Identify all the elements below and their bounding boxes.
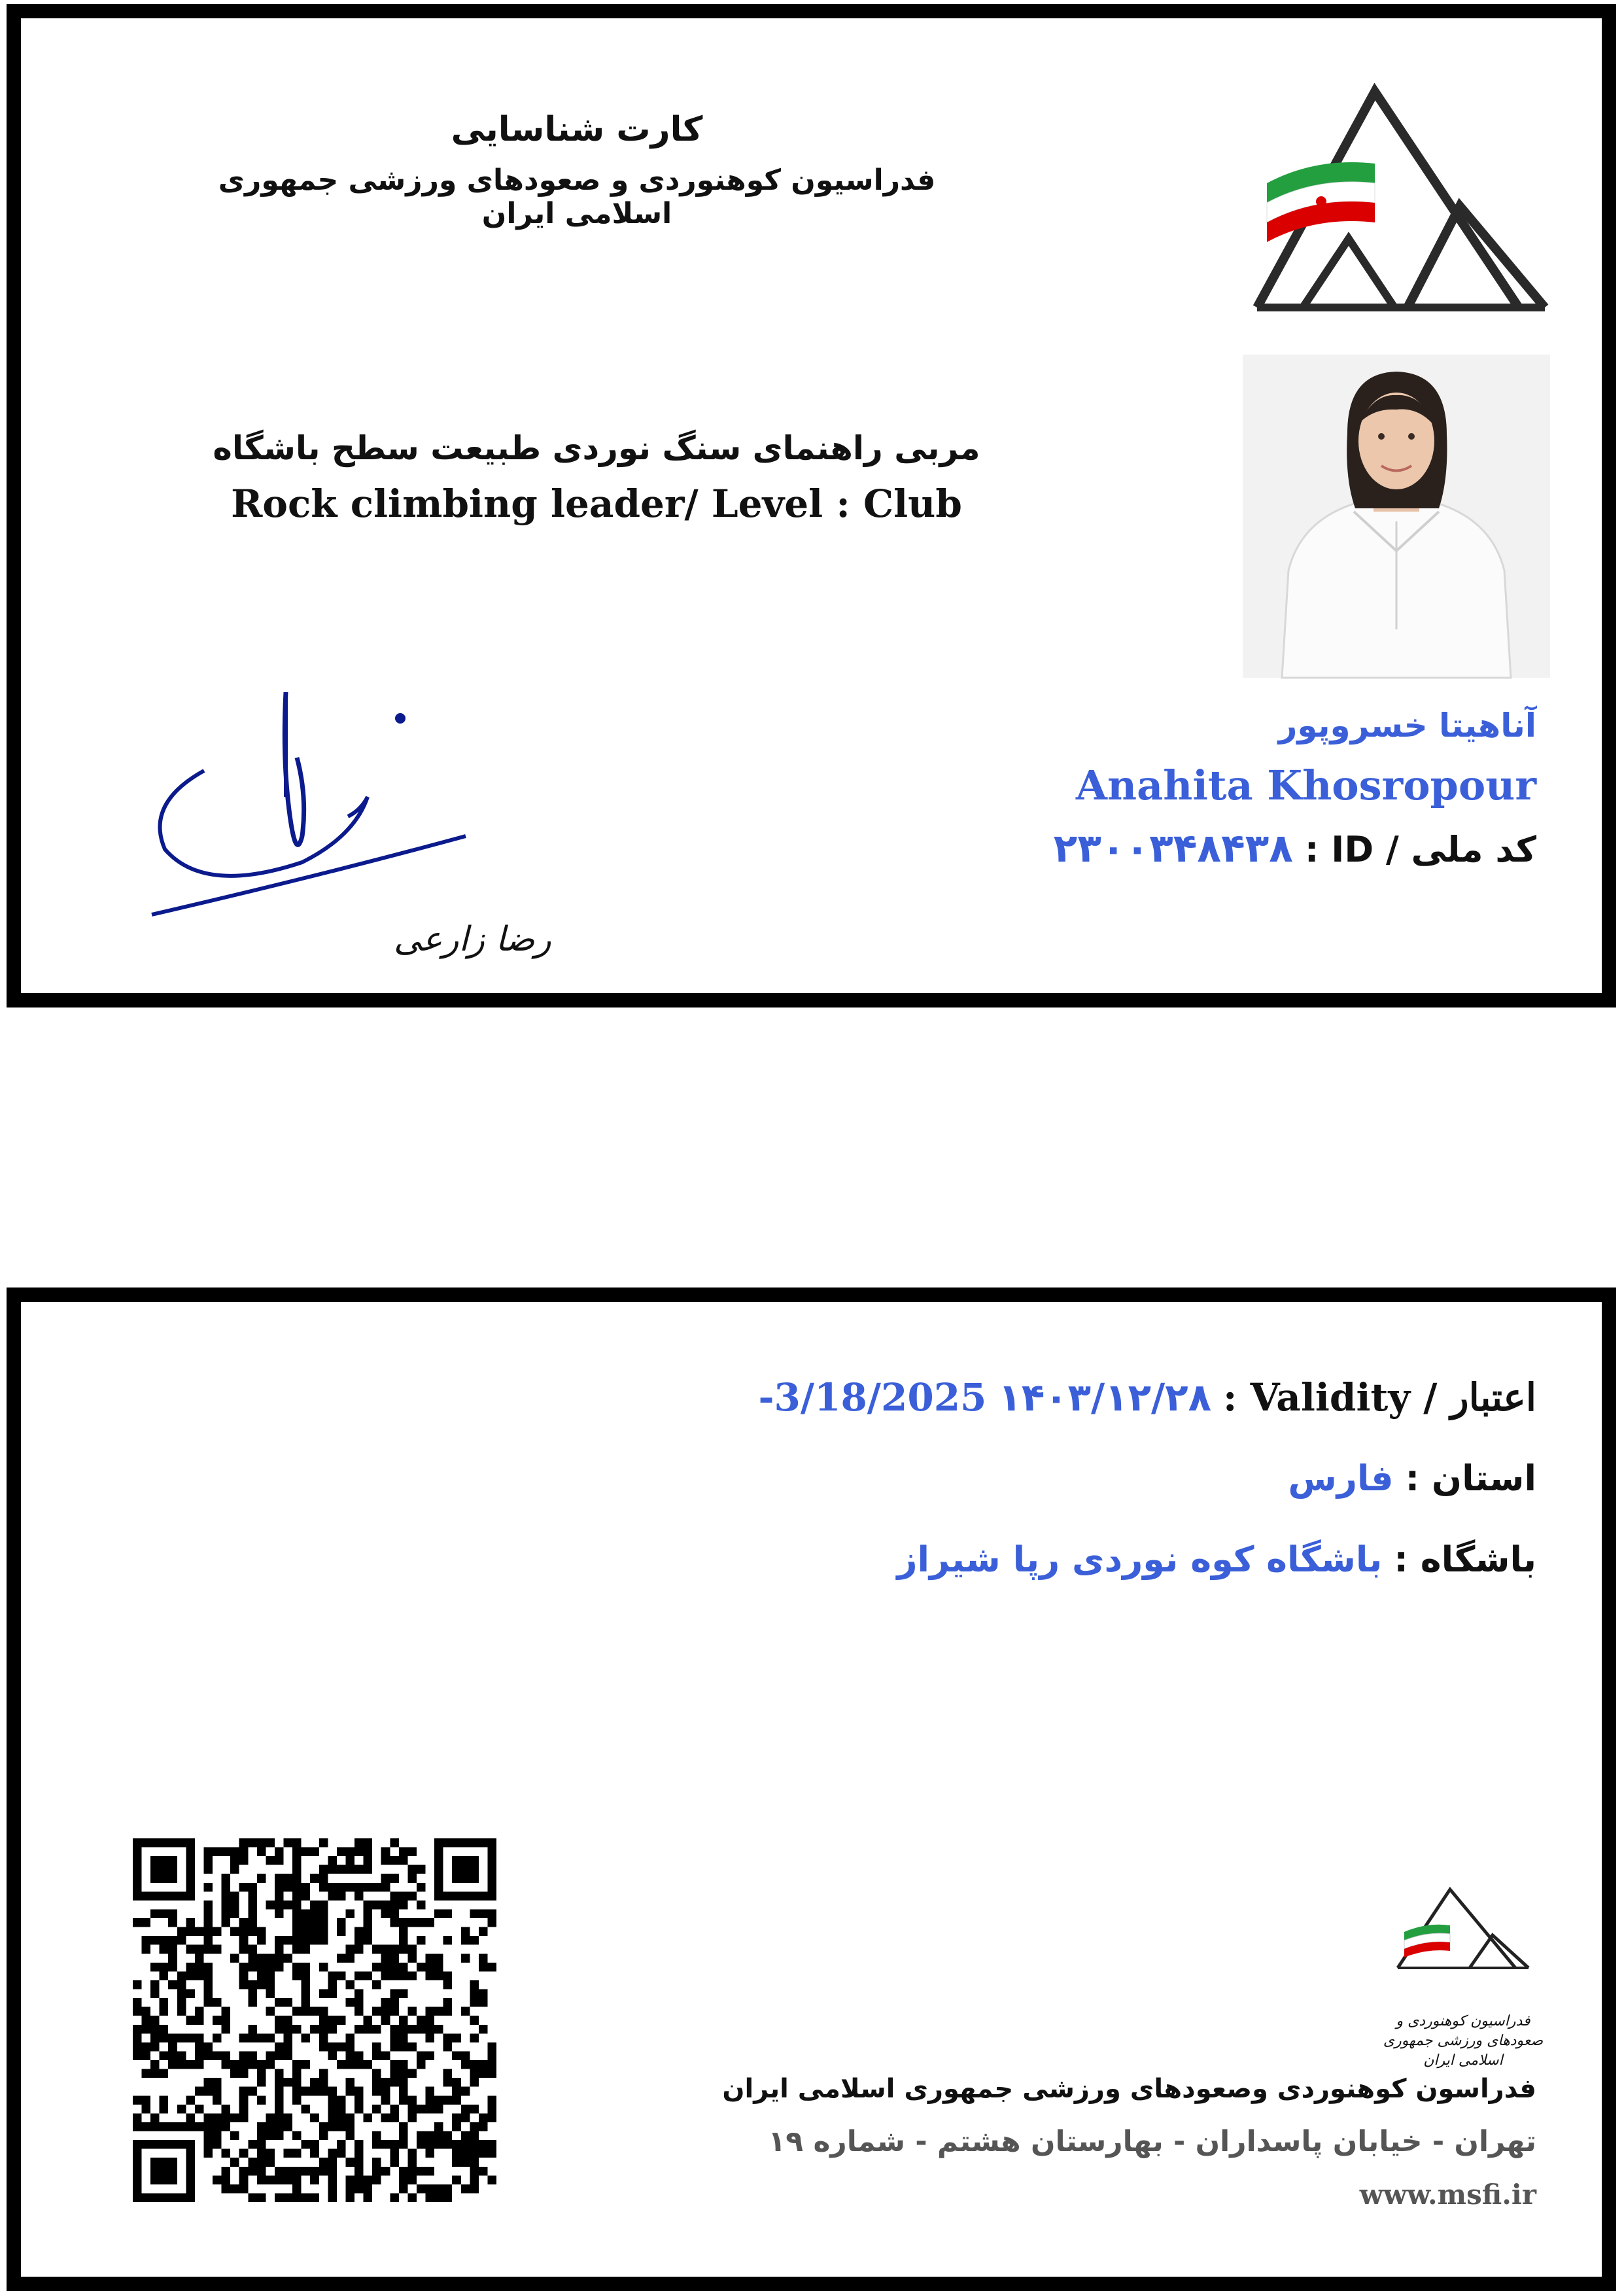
profile-photo [1243,355,1550,678]
validity-value-en: 3/18/2025- [758,1375,987,1420]
mountain-flag-logo-icon [1244,79,1564,321]
validity-label: اعتبار / Validity : [1223,1375,1536,1420]
address: تهران - خیابان پاسداران - بهارستان هشتم - شماره ۱۹ [768,2125,1536,2158]
province-label: استان : [1405,1458,1536,1499]
back-card [7,1288,1616,2291]
logo-caption: فدراسیون کوهنوردی و صعودهای ورزشی جمهوری اسلامی ایران [1383,2013,1544,2069]
federation-small-logo-icon [1385,1883,1542,2014]
qr-code-icon [127,1838,502,2202]
validity-value-fa: ۱۴۰۳/۱۲/۲۸ [998,1375,1211,1420]
province-row [1288,1458,1536,1499]
back-federation-name: فدراسون کوهنوردی وصعودهای ورزشی جمهوری اسلامی ایران [722,2074,1536,2104]
id-value: ۲۳۰۰۳۴۸۴۳۸ [1053,826,1293,871]
federation-name: فدراسیون کوهنوردی و صعودهای ورزشی جمهوری اسلامی ایران [218,164,936,230]
club-label: باشگاه : [1394,1539,1536,1580]
signature-text: رضا زارعی [394,920,551,959]
position-fa: مربی راهنمای سنگ نوردی طبیعت سطح باشگاه [213,429,980,467]
id-label: کد ملی / ID : [1304,829,1536,870]
front-card [7,4,1616,1007]
validity-row [758,1375,1536,1420]
club-row [897,1539,1536,1580]
club-value: باشگاه کوه نوردی رپا شیراز [897,1539,1383,1580]
name-en: Anahita Khosropour [1075,762,1536,809]
position-en: Rock climbing leader/ Level : Club [231,482,962,526]
name-fa: آناهیتا خسروپور [1278,707,1536,745]
province-value: فارس [1288,1458,1394,1499]
id-row [1054,826,1536,871]
card-title: کارت شناسایی [451,110,703,149]
website: www.msfi.ir [1359,2179,1536,2211]
signature [126,679,551,973]
